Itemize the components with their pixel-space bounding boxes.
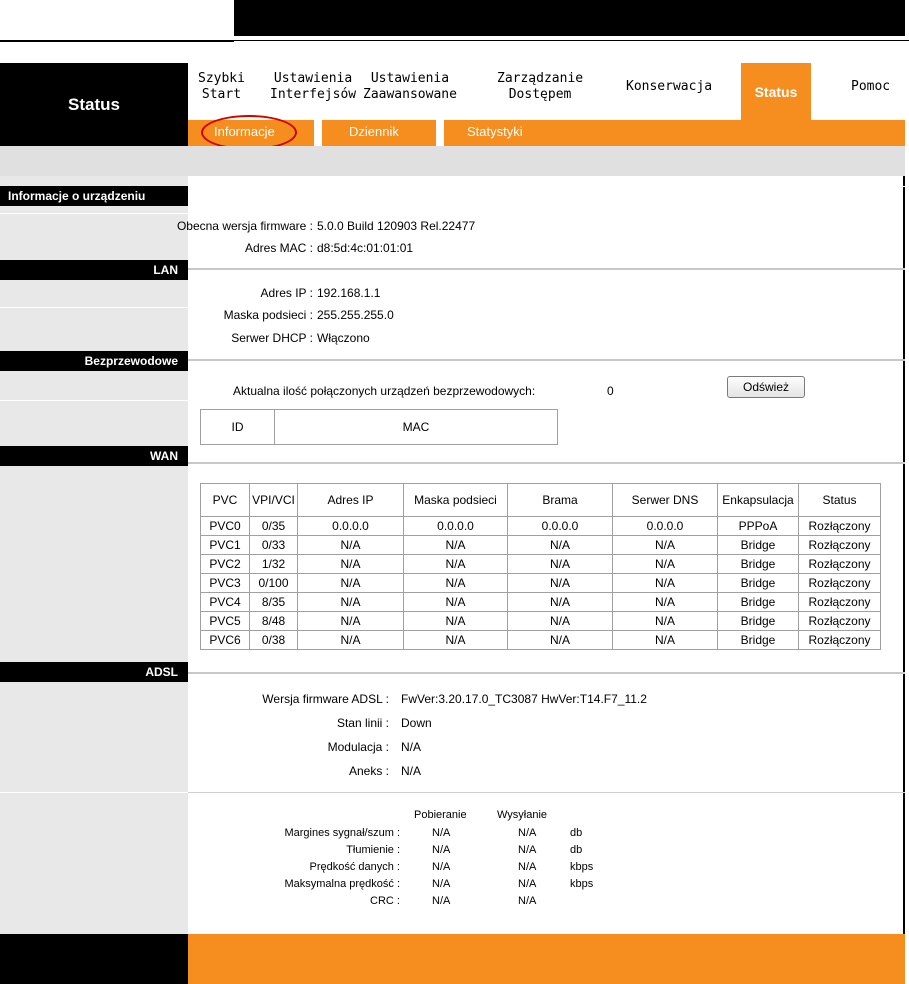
wan-cell: 8/35: [250, 593, 298, 612]
mac-value: d8:5d:4c:01:01:01: [317, 241, 414, 255]
wan-cell: Rozłączony: [799, 593, 881, 612]
wan-cell: N/A: [508, 631, 613, 650]
firmware-label: Obecna wersja firmware :: [176, 219, 313, 233]
sidebar-separator: [0, 400, 188, 401]
stat-label: Margines sygnał/szum :: [284, 827, 400, 839]
wan-header-cell: Serwer DNS: [613, 484, 718, 517]
stat-upload-value: N/A: [518, 895, 537, 907]
section-heading-lan: LAN: [0, 260, 188, 280]
table-row: [201, 555, 881, 574]
section-heading-device-info: Informacje o urządzeniu: [0, 186, 188, 206]
subnav-item-info[interactable]: Informacje: [214, 124, 275, 139]
wan-cell: PVC6: [201, 631, 250, 650]
stat-upload-value: N/A: [518, 844, 537, 856]
wan-cell: N/A: [613, 593, 718, 612]
table-row: [201, 593, 881, 612]
nav-item-access-management[interactable]: Zarządzanie Dostępem: [497, 71, 584, 102]
wan-cell: Rozłączony: [799, 612, 881, 631]
wan-header-cell: Enkapsulacja: [718, 484, 799, 517]
subnav-item-statistics[interactable]: Statystyki: [467, 124, 523, 139]
wan-cell: PVC5: [201, 612, 250, 631]
stat-download-value: N/A: [432, 878, 451, 890]
table-row: [201, 517, 881, 536]
stat-upload-value: N/A: [518, 827, 537, 839]
table-row: [201, 631, 881, 650]
adsl-mod-value: N/A: [401, 740, 422, 754]
refresh-button[interactable]: Odśwież: [727, 376, 805, 398]
wan-header-cell: Maska podsieci: [404, 484, 508, 517]
wan-cell: N/A: [404, 593, 508, 612]
wan-cell: N/A: [613, 631, 718, 650]
lan-ip-value: 192.168.1.1: [317, 286, 381, 300]
mac-label: Adres MAC :: [244, 241, 313, 255]
nav-item-advanced-setup[interactable]: Ustawienia Zaawansowane: [363, 71, 457, 102]
wan-cell: 0.0.0.0: [613, 517, 718, 536]
nav-item-quick-start[interactable]: Szybki Start: [198, 71, 245, 102]
wan-cell: Bridge: [718, 555, 799, 574]
wan-cell: PVC0: [201, 517, 250, 536]
wan-header-cell: Brama: [508, 484, 613, 517]
stat-download-value: N/A: [432, 844, 451, 856]
adsl-stats-list: [200, 827, 620, 912]
nav-item-help[interactable]: Pomoc: [851, 79, 891, 94]
stat-download-value: N/A: [432, 827, 451, 839]
wan-cell: PVC4: [201, 593, 250, 612]
stat-upload-value: N/A: [518, 861, 537, 873]
sidebar-separator: [0, 307, 188, 308]
wan-cell: 0/100: [250, 574, 298, 593]
wireless-clients-table: [200, 409, 558, 445]
wan-cell: N/A: [404, 631, 508, 650]
wan-header-cell: Status: [799, 484, 881, 517]
lan-mask-label: Maska podsieci :: [223, 308, 313, 322]
lan-mask-value: 255.255.255.0: [317, 308, 394, 322]
wan-cell: Bridge: [718, 612, 799, 631]
wan-cell: Rozłączony: [799, 574, 881, 593]
section-heading-wireless: Bezprzewodowe: [0, 351, 188, 371]
stat-unit: kbps: [570, 878, 594, 890]
adsl-annex-label: Aneks :: [348, 764, 389, 778]
wan-cell: Bridge: [718, 574, 799, 593]
top-divider-thick: [0, 40, 234, 42]
wan-cell: N/A: [298, 631, 404, 650]
wan-header-cell: Adres IP: [298, 484, 404, 517]
table-header-id: ID: [201, 410, 275, 445]
stat-unit: db: [570, 827, 583, 839]
section-heading-wan: WAN: [0, 446, 188, 466]
stat-unit: db: [570, 844, 583, 856]
wan-cell: N/A: [613, 574, 718, 593]
stats-header-download: Pobieranie: [414, 809, 467, 821]
wan-cell: 0/33: [250, 536, 298, 555]
wan-cell: 0.0.0.0: [508, 517, 613, 536]
stat-unit: kbps: [570, 861, 594, 873]
sidebar-separator: [0, 792, 188, 793]
adsl-fw-value: FwVer:3.20.17.0_TC3087 HwVer:T14.F7_11.2: [401, 692, 647, 706]
firmware-value: 5.0.0 Build 120903 Rel.22477: [317, 219, 476, 233]
table-header-mac: MAC: [275, 410, 558, 445]
wan-cell: Bridge: [718, 631, 799, 650]
content-header-band: [0, 146, 905, 176]
wan-cell: N/A: [298, 555, 404, 574]
section-divider: [188, 672, 905, 674]
stats-header-upload: Wysyłanie: [497, 809, 548, 821]
stat-upload-value: N/A: [518, 878, 537, 890]
page-side-title: Status: [0, 63, 188, 146]
wan-cell: N/A: [508, 574, 613, 593]
stat-label: Prędkość danych :: [309, 861, 400, 873]
table-row: [201, 612, 881, 631]
wan-cell: N/A: [508, 593, 613, 612]
lan-ip-label: Adres IP :: [260, 286, 313, 300]
adsl-mod-label: Modulacja :: [327, 740, 389, 754]
adsl-line-value: Down: [401, 716, 432, 730]
wan-cell: PPPoA: [718, 517, 799, 536]
wan-cell: PVC3: [201, 574, 250, 593]
wan-cell: 0.0.0.0: [298, 517, 404, 536]
table-row: [201, 574, 881, 593]
wan-cell: N/A: [298, 536, 404, 555]
section-divider: [188, 359, 905, 361]
wan-cell: 1/32: [250, 555, 298, 574]
footer-left: [0, 934, 188, 984]
wan-cell: N/A: [508, 612, 613, 631]
stat-download-value: N/A: [432, 861, 451, 873]
nav-item-interface-setup[interactable]: Ustawienia Interfejsów: [270, 71, 357, 102]
wireless-count-value: 0: [607, 384, 614, 398]
wan-cell: 0.0.0.0: [404, 517, 508, 536]
footer-bar: [188, 934, 905, 984]
wan-cell: 8/48: [250, 612, 298, 631]
sidebar-separator: [0, 213, 188, 214]
adsl-annex-value: N/A: [401, 764, 422, 778]
subnav-separator: [436, 120, 444, 146]
subnav-separator: [314, 120, 322, 146]
wan-cell: N/A: [298, 612, 404, 631]
wan-cell: Rozłączony: [799, 631, 881, 650]
highlight-circle: [201, 115, 297, 150]
wan-cell: N/A: [508, 536, 613, 555]
lan-dhcp-label: Serwer DHCP :: [231, 331, 313, 345]
stat-label: CRC :: [370, 895, 400, 907]
top-banner: [234, 0, 905, 36]
wan-cell: N/A: [613, 612, 718, 631]
nav-item-maintenance[interactable]: Konserwacja: [626, 79, 713, 94]
stat-download-value: N/A: [432, 895, 451, 907]
stat-label: Tłumienie :: [346, 844, 400, 856]
wan-cell: Rozłączony: [799, 517, 881, 536]
adsl-fw-label: Wersja firmware ADSL :: [262, 692, 389, 706]
wan-header-cell: VPI/VCI: [250, 484, 298, 517]
section-heading-adsl: ADSL: [0, 662, 188, 682]
wan-cell: N/A: [298, 574, 404, 593]
stat-label: Maksymalna prędkość :: [284, 878, 400, 890]
wan-cell: N/A: [508, 555, 613, 574]
wan-cell: N/A: [613, 536, 718, 555]
lan-dhcp-value: Włączono: [317, 331, 370, 345]
table-row: [201, 536, 881, 555]
wan-cell: Rozłączony: [799, 536, 881, 555]
section-divider: [188, 268, 905, 270]
adsl-stats-divider: [188, 792, 905, 793]
wan-cell: 0/35: [250, 517, 298, 536]
table-header-row: [201, 484, 881, 517]
wan-cell: N/A: [404, 612, 508, 631]
adsl-line-label: Stan linii :: [336, 716, 389, 730]
wan-header-cell: PVC: [201, 484, 250, 517]
wan-cell: N/A: [404, 536, 508, 555]
section-divider: [188, 186, 905, 187]
sidebar: [0, 176, 188, 934]
wan-cell: N/A: [404, 555, 508, 574]
wan-table: [200, 483, 881, 650]
wireless-count-label: Aktualna ilość połączonych urządzeń bezprzewodowych:: [233, 384, 536, 398]
wan-cell: Bridge: [718, 593, 799, 612]
nav-item-status[interactable]: Status: [741, 63, 811, 120]
wan-cell: PVC1: [201, 536, 250, 555]
section-divider: [188, 462, 905, 464]
wan-cell: N/A: [404, 574, 508, 593]
wan-cell: 0/38: [250, 631, 298, 650]
wan-cell: N/A: [298, 593, 404, 612]
subnav-item-log[interactable]: Dziennik: [349, 124, 399, 139]
wan-cell: N/A: [613, 555, 718, 574]
wan-cell: PVC2: [201, 555, 250, 574]
wan-cell: Bridge: [718, 536, 799, 555]
wan-cell: Rozłączony: [799, 555, 881, 574]
